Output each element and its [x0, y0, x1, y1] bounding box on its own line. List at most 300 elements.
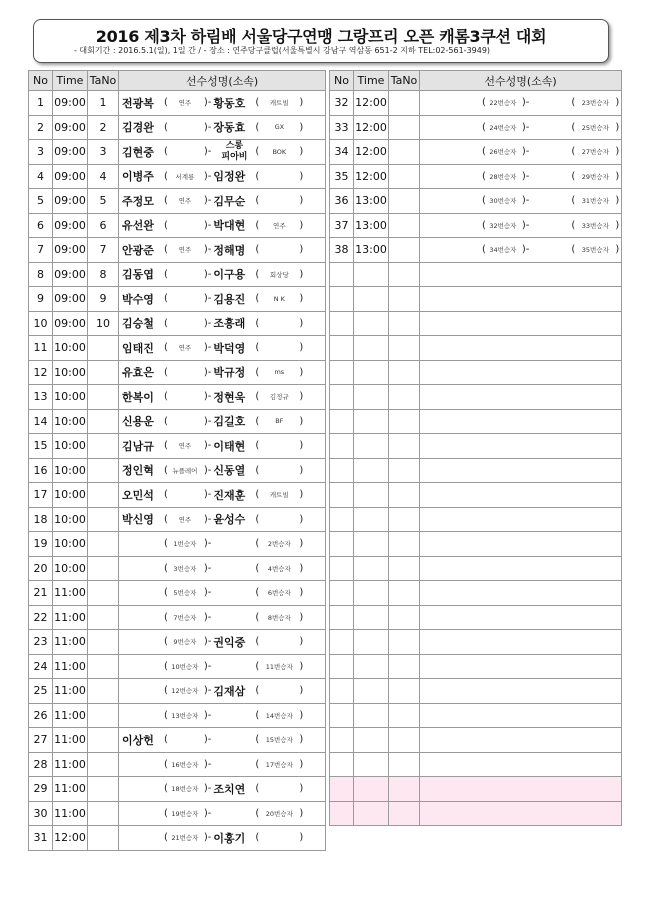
empty-cell	[420, 360, 622, 385]
table-row	[29, 826, 326, 851]
empty-row	[330, 360, 622, 385]
empty-cell	[420, 752, 622, 777]
empty-cell	[389, 605, 420, 630]
match-number: 25	[29, 679, 53, 704]
table-number	[389, 91, 420, 116]
table-number	[88, 801, 119, 826]
separator: )-	[203, 513, 212, 525]
empty-cell	[354, 458, 389, 483]
paren-open: (	[482, 146, 486, 158]
paren-close: )	[299, 807, 304, 819]
match-players	[119, 777, 326, 802]
player2-affiliation: BOK	[272, 147, 287, 156]
paren-open: (	[255, 121, 260, 133]
paren-open: (	[164, 464, 168, 476]
match-number: 26	[29, 703, 53, 728]
player1-affiliation: 32번승자	[489, 221, 517, 230]
match-number: 1	[29, 91, 53, 116]
player2-affiliation: 31번승자	[581, 197, 609, 206]
separator: )-	[203, 734, 212, 746]
players-line	[420, 140, 621, 164]
match-players	[119, 532, 326, 557]
player1-affiliation: 연주	[178, 344, 192, 353]
paren-open: (	[571, 146, 576, 158]
paren-close: )	[299, 489, 304, 501]
player2-affiliation: 17번승자	[265, 760, 293, 769]
player1-affiliation: 뉴플레어	[172, 466, 198, 475]
match-time: 09:00	[53, 140, 88, 165]
table-number: 1	[88, 91, 119, 116]
paren-close: )	[299, 464, 304, 476]
empty-cell	[420, 728, 622, 753]
paren-open: (	[482, 170, 486, 182]
player1-affiliation: 18번승자	[171, 785, 199, 794]
match-players	[420, 140, 622, 165]
separator: )-	[521, 219, 530, 231]
match-number: 38	[330, 238, 354, 263]
player1-affiliation: 5번승자	[173, 589, 197, 598]
empty-cell	[330, 287, 354, 312]
table-number	[88, 507, 119, 532]
match-time: 10:00	[53, 532, 88, 557]
table-number	[88, 409, 119, 434]
paren-open: (	[164, 219, 168, 231]
paren-open: (	[164, 832, 168, 844]
empty-cell	[330, 703, 354, 728]
match-time: 11:00	[53, 630, 88, 655]
paren-open: (	[164, 783, 168, 795]
empty-cell	[330, 458, 354, 483]
table-number	[88, 556, 119, 581]
player2-affiliation: 15번승자	[265, 736, 293, 745]
match-time: 09:00	[53, 91, 88, 116]
match-players	[119, 728, 326, 753]
match-number: 3	[29, 140, 53, 165]
empty-cell	[354, 679, 389, 704]
separator: )-	[203, 391, 212, 403]
player1-affiliation: 7번승자	[173, 613, 197, 622]
match-players	[420, 189, 622, 214]
empty-row	[330, 507, 622, 532]
empty-cell	[420, 556, 622, 581]
paren-close: )	[299, 244, 304, 256]
empty-row	[330, 752, 622, 777]
empty-cell	[330, 556, 354, 581]
player2-affiliation: 8번승자	[267, 613, 291, 622]
empty-cell	[420, 262, 622, 287]
empty-cell	[389, 777, 420, 802]
player1-affiliation: 12번승자	[171, 687, 199, 696]
player1-affiliation: 연주	[178, 246, 192, 255]
empty-cell	[389, 679, 420, 704]
players-line	[119, 630, 325, 654]
paren-close: )	[615, 97, 620, 109]
player2-affiliation: 35번승자	[581, 246, 609, 255]
player1-name: 김경완	[122, 121, 154, 135]
players-line	[420, 214, 621, 238]
empty-cell	[420, 507, 622, 532]
match-number: 36	[330, 189, 354, 214]
player1-affiliation: 24번승자	[489, 123, 517, 132]
schedule-table-left	[28, 70, 326, 851]
paren-close: )	[615, 219, 620, 231]
table-row	[29, 287, 326, 312]
match-time: 12:00	[354, 164, 389, 189]
empty-cell	[389, 728, 420, 753]
empty-cell	[389, 336, 420, 361]
empty-cell	[354, 336, 389, 361]
empty-cell	[420, 311, 622, 336]
empty-cell	[354, 507, 389, 532]
table-row	[29, 630, 326, 655]
empty-cell	[389, 752, 420, 777]
col-header-tano: TaNo	[88, 71, 119, 91]
players-line	[119, 140, 325, 164]
table-row	[29, 605, 326, 630]
table-number	[88, 458, 119, 483]
paren-open: (	[255, 415, 260, 427]
match-players	[119, 287, 326, 312]
player1-affiliation: 26번승자	[489, 148, 517, 157]
match-players	[119, 140, 326, 165]
paren-open: (	[571, 195, 576, 207]
paren-open: (	[164, 660, 168, 672]
player1-affiliation: 28번승자	[489, 172, 517, 181]
match-number: 2	[29, 115, 53, 140]
separator: )-	[203, 317, 212, 329]
table-number: 6	[88, 213, 119, 238]
match-time: 11:00	[53, 679, 88, 704]
table-row	[330, 164, 622, 189]
player2-affiliation: 캐트빌	[269, 99, 289, 108]
empty-cell	[354, 262, 389, 287]
match-time: 09:00	[53, 115, 88, 140]
empty-cell	[330, 483, 354, 508]
paren-open: (	[255, 734, 260, 746]
paren-close: )	[299, 685, 304, 697]
empty-cell	[420, 434, 622, 459]
players-line	[119, 459, 325, 483]
player1-affiliation: 서계룡	[175, 172, 195, 181]
table-row	[29, 140, 326, 165]
table-row	[29, 115, 326, 140]
player1-name: 정인혁	[122, 464, 154, 478]
match-players	[119, 654, 326, 679]
paren-open: (	[255, 636, 260, 648]
match-time: 11:00	[53, 581, 88, 606]
match-number: 8	[29, 262, 53, 287]
paren-close: )	[299, 513, 304, 525]
player2-affiliation: N K	[273, 294, 285, 303]
paren-open: (	[255, 268, 260, 280]
player2-name: 김재삼	[213, 684, 246, 698]
player2-name: 장동효	[213, 121, 246, 135]
player2-name: 황동호	[213, 96, 246, 110]
match-number: 24	[29, 654, 53, 679]
table-row	[29, 654, 326, 679]
player1-name: 이상헌	[122, 733, 154, 747]
player2-name: 박덕영	[213, 341, 246, 355]
player1-name: 유효은	[122, 366, 154, 380]
paren-open: (	[164, 391, 168, 403]
paren-open: (	[255, 783, 260, 795]
player1-affiliation: 16번승자	[171, 760, 199, 769]
empty-cell	[389, 581, 420, 606]
empty-cell	[389, 458, 420, 483]
player2-affiliation: 캐트빌	[269, 491, 289, 500]
player2-affiliation: GX	[274, 123, 285, 132]
empty-cell	[354, 728, 389, 753]
empty-cell	[420, 654, 622, 679]
match-number: 23	[29, 630, 53, 655]
empty-cell	[354, 581, 389, 606]
empty-cell	[389, 703, 420, 728]
table-number	[88, 826, 119, 851]
players-line	[119, 336, 325, 360]
table-row	[330, 91, 622, 116]
paren-close: )	[299, 342, 304, 354]
empty-row	[330, 311, 622, 336]
match-players	[119, 213, 326, 238]
empty-cell	[354, 385, 389, 410]
schedule-table-right	[329, 70, 622, 826]
empty-cell	[420, 532, 622, 557]
match-time: 10:00	[53, 385, 88, 410]
match-players	[119, 360, 326, 385]
paren-close: )	[299, 783, 304, 795]
table-row	[29, 91, 326, 116]
separator: )-	[203, 121, 212, 133]
paren-open: (	[571, 121, 576, 133]
match-players	[119, 483, 326, 508]
match-number: 22	[29, 605, 53, 630]
player1-affiliation: 3번승자	[173, 564, 197, 573]
empty-cell	[354, 801, 389, 826]
empty-cell	[330, 654, 354, 679]
match-number: 9	[29, 287, 53, 312]
separator: )-	[203, 97, 212, 109]
player1-name: 오민석	[122, 488, 154, 502]
players-line	[119, 214, 325, 238]
paren-open: (	[255, 513, 260, 525]
players-line	[119, 165, 325, 189]
player2-affiliation: 2번승자	[267, 540, 291, 549]
player2-affiliation: 4번승자	[267, 564, 291, 573]
paren-open: (	[255, 758, 260, 770]
paren-open: (	[255, 342, 260, 354]
players-line	[119, 802, 325, 826]
players-line	[119, 532, 325, 556]
table-row	[29, 189, 326, 214]
separator: )-	[203, 170, 212, 182]
paren-open: (	[255, 317, 260, 329]
player1-affiliation: 30번승자	[489, 197, 517, 206]
paren-open: (	[255, 97, 260, 109]
empty-cell	[420, 777, 622, 802]
paren-open: (	[164, 244, 168, 256]
match-players	[119, 458, 326, 483]
paren-open: (	[164, 342, 168, 354]
paren-open: (	[571, 170, 576, 182]
table-row	[29, 728, 326, 753]
match-time: 11:00	[53, 605, 88, 630]
paren-close: )	[299, 195, 304, 207]
empty-cell	[354, 287, 389, 312]
player1-name: 김동엽	[122, 268, 154, 282]
empty-row	[330, 385, 622, 410]
match-players	[119, 581, 326, 606]
paren-open: (	[164, 587, 168, 599]
paren-open: (	[482, 244, 486, 256]
event-info: - 대회기간 : 2016.5.1(일), 1일 간 / - 장소 : 연주당구클럽(서울특별시 강남구 역삼동 651-2 지하 TEL:02-561-3949)	[74, 46, 491, 55]
separator: )-	[203, 342, 212, 354]
match-number: 4	[29, 164, 53, 189]
player1-name: 김현중	[122, 145, 154, 159]
table-row	[29, 458, 326, 483]
players-line	[119, 483, 325, 507]
table-number: 9	[88, 287, 119, 312]
match-time: 12:00	[53, 826, 88, 851]
players-line	[119, 679, 325, 703]
match-players	[119, 630, 326, 655]
paren-open: (	[164, 807, 168, 819]
match-time: 13:00	[354, 238, 389, 263]
match-players	[119, 91, 326, 116]
table-number: 2	[88, 115, 119, 140]
empty-cell	[420, 630, 622, 655]
player1-affiliation: 9번승자	[173, 638, 197, 647]
paren-close: )	[299, 660, 304, 672]
empty-row	[330, 703, 622, 728]
table-row	[29, 311, 326, 336]
player2-name: 이홍기	[213, 831, 246, 845]
table-row	[29, 434, 326, 459]
paren-close: )	[299, 317, 304, 329]
table-row	[29, 507, 326, 532]
match-number: 6	[29, 213, 53, 238]
players-line	[420, 238, 621, 262]
player2-name: 임정완	[213, 170, 246, 184]
paren-open: (	[164, 538, 168, 550]
paren-close: )	[615, 195, 620, 207]
table-number	[389, 115, 420, 140]
paren-open: (	[255, 832, 260, 844]
players-line	[420, 91, 621, 115]
empty-row	[330, 777, 622, 802]
match-number: 20	[29, 556, 53, 581]
match-number: 14	[29, 409, 53, 434]
separator: )-	[203, 146, 212, 158]
players-line	[119, 826, 325, 850]
table-number	[389, 238, 420, 263]
match-number: 27	[29, 728, 53, 753]
table-row	[29, 409, 326, 434]
player2-name: 김용진	[213, 292, 246, 306]
empty-cell	[330, 605, 354, 630]
match-players	[119, 336, 326, 361]
table-number: 5	[88, 189, 119, 214]
players-line	[119, 557, 325, 581]
tournament-header	[33, 19, 609, 63]
player2-name: 김길호	[213, 415, 246, 429]
paren-open: (	[164, 636, 168, 648]
match-players	[119, 679, 326, 704]
table-number	[88, 385, 119, 410]
table-number: 7	[88, 238, 119, 263]
paren-open: (	[255, 170, 260, 182]
player2-affiliation: 김정규	[269, 393, 289, 402]
empty-cell	[354, 311, 389, 336]
table-number	[88, 654, 119, 679]
players-line	[119, 410, 325, 434]
player1-affiliation: 1번승자	[173, 540, 197, 549]
paren-close: )	[299, 219, 304, 231]
match-number: 35	[330, 164, 354, 189]
paren-close: )	[299, 170, 304, 182]
players-line	[119, 91, 325, 115]
separator: )-	[521, 170, 530, 182]
table-number	[88, 434, 119, 459]
page-title: 2016 제3차 하림배 서울당구연맹 그랑프리 오픈 캐롬3쿠션 대회	[95, 27, 547, 46]
match-players	[420, 164, 622, 189]
players-line	[119, 189, 325, 213]
paren-close: )	[299, 562, 304, 574]
separator: )-	[203, 611, 212, 623]
paren-open: (	[164, 734, 168, 746]
table-row	[29, 801, 326, 826]
match-players	[119, 385, 326, 410]
empty-cell	[354, 630, 389, 655]
separator: )-	[521, 146, 530, 158]
table-number	[88, 605, 119, 630]
paren-open: (	[164, 611, 168, 623]
match-number: 7	[29, 238, 53, 263]
paren-open: (	[255, 709, 260, 721]
empty-cell	[330, 752, 354, 777]
empty-cell	[330, 507, 354, 532]
paren-open: (	[164, 195, 168, 207]
empty-cell	[389, 262, 420, 287]
paren-close: )	[299, 538, 304, 550]
match-players	[119, 752, 326, 777]
table-row	[29, 385, 326, 410]
match-number: 5	[29, 189, 53, 214]
player2-name: 김무순	[213, 194, 246, 208]
table-number	[389, 213, 420, 238]
table-number	[88, 360, 119, 385]
table-row	[29, 679, 326, 704]
empty-cell	[330, 777, 354, 802]
empty-cell	[330, 630, 354, 655]
player2-affiliation: 20번승자	[265, 809, 293, 818]
paren-open: (	[255, 366, 260, 378]
match-time: 09:00	[53, 311, 88, 336]
table-number	[389, 140, 420, 165]
empty-cell	[420, 287, 622, 312]
player1-affiliation: 10번승자	[171, 662, 199, 671]
match-time: 10:00	[53, 434, 88, 459]
players-line	[119, 385, 325, 409]
empty-row	[330, 434, 622, 459]
paren-close: )	[615, 146, 620, 158]
players-line	[119, 312, 325, 336]
players-line	[119, 655, 325, 679]
table-row	[29, 213, 326, 238]
empty-cell	[389, 801, 420, 826]
table-number	[88, 336, 119, 361]
empty-cell	[330, 581, 354, 606]
match-time: 12:00	[354, 115, 389, 140]
